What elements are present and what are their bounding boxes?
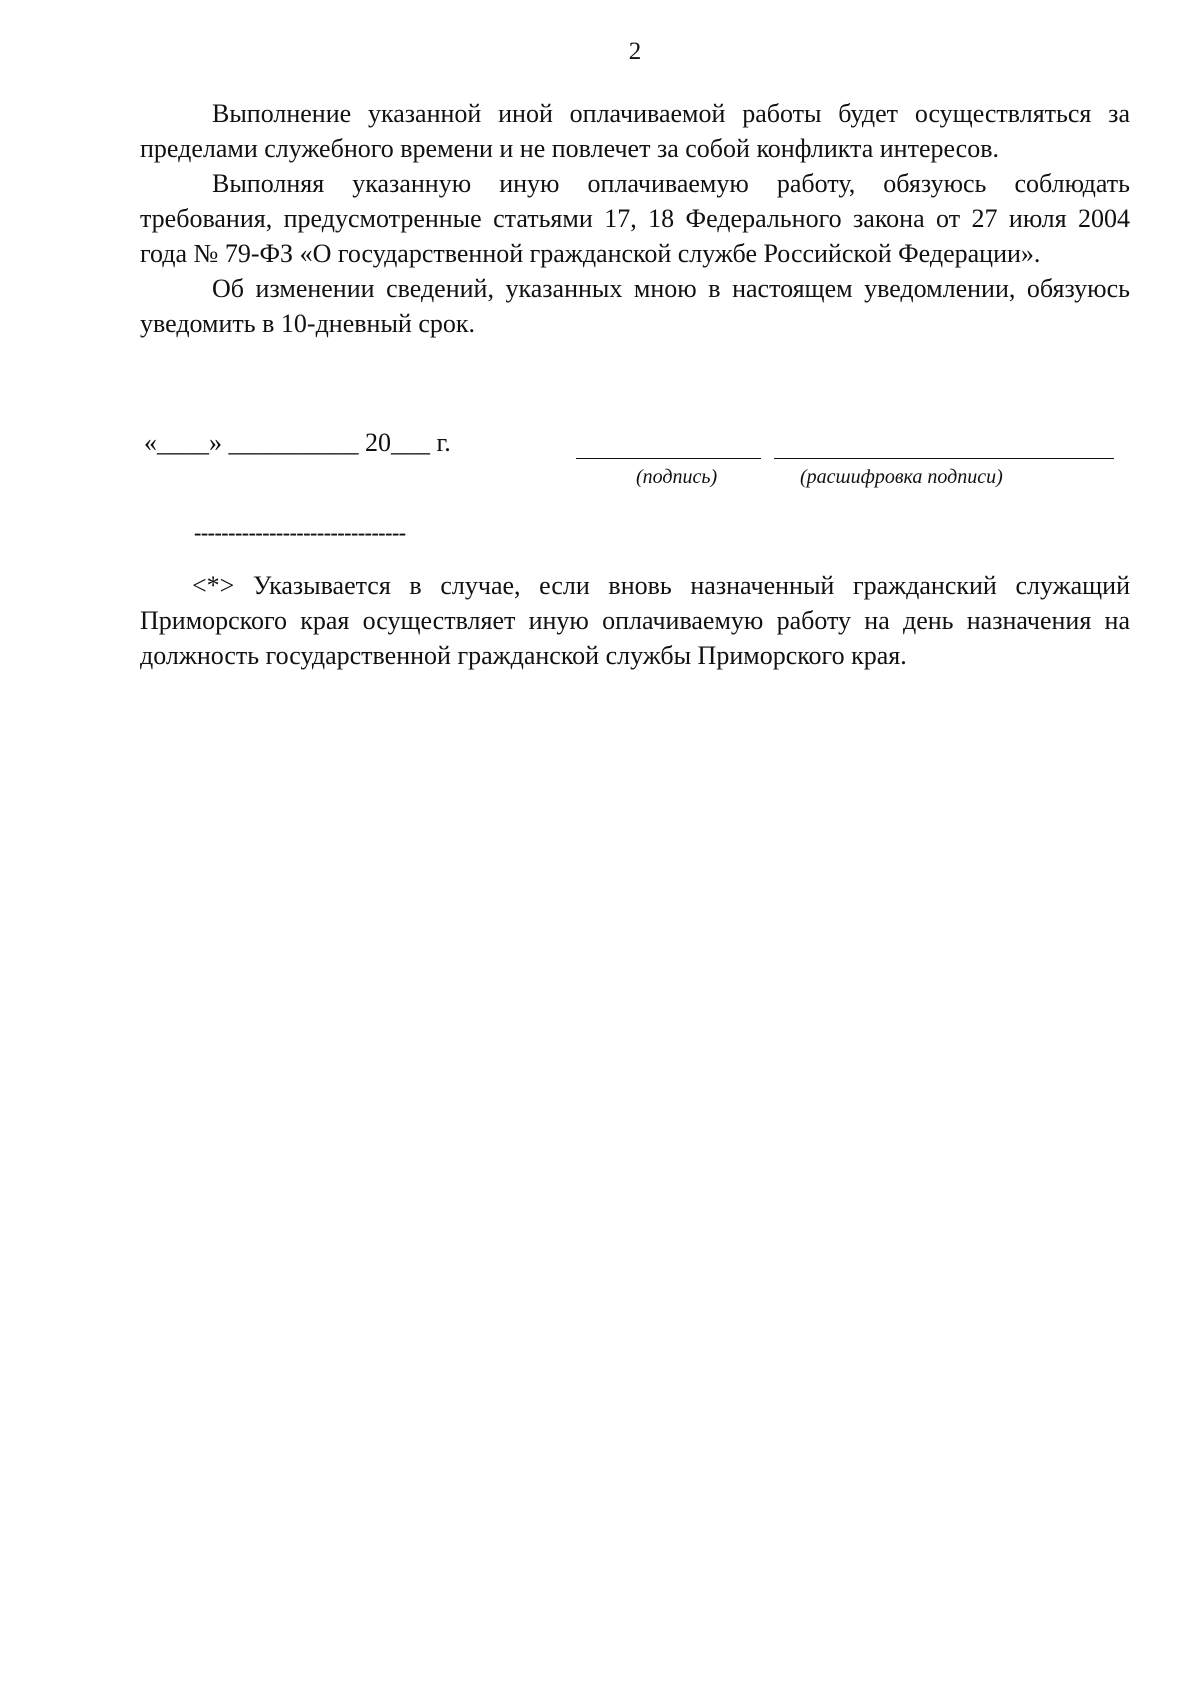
- signature-decode-caption: (расшифровка подписи): [800, 466, 1003, 488]
- date-field: «____» __________ 20___ г.: [144, 428, 451, 457]
- signature-decode-line: [774, 458, 1114, 459]
- footnote-text: <*> Указывается в случае, если вновь назначенный гражданский служащий Приморского края осуществляет иную оплачиваемую работу на день назначения на должность государственной гражданской службы Приморского края.: [140, 571, 1130, 670]
- footnote-separator: -------------------------------: [194, 520, 406, 545]
- signature-caption: (подпись): [636, 466, 718, 488]
- signature-block: [140, 428, 1130, 488]
- signature-line: [576, 458, 761, 459]
- footnote: [140, 568, 1130, 673]
- paragraph-work-outside-hours: Выполнение указанной иной оплачиваемой работы будет осуществляться за пределами служебного времени и не повлечет за собой конфликта интересов.: [140, 99, 1130, 163]
- page-number: 2: [628, 38, 642, 65]
- document-body: [140, 96, 1130, 341]
- paragraph-requirements: Выполняя указанную иную оплачиваемую работу, обязуюсь соблюдать требования, предусмотренные статьями 17, 18 Федерального закона от 27 июля 2004 года № 79-ФЗ «О государственной гражданской службе Российской Федерации».: [140, 169, 1130, 268]
- paragraph-notify-changes: Об изменении сведений, указанных мною в настоящем уведомлении, обязуюсь уведомить в 10-дневный срок.: [140, 274, 1130, 338]
